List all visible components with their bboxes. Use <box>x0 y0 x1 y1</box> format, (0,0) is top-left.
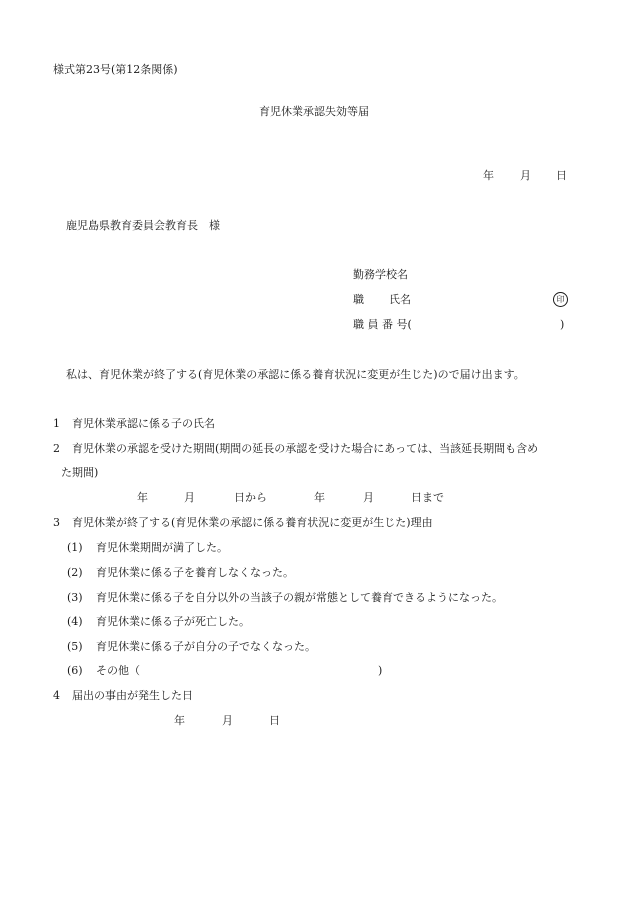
occurrence-month: 月 <box>222 714 233 727</box>
reason-number: (3) <box>67 591 83 604</box>
reason-text: 育児休業に係る子が死亡した。 <box>96 615 250 628</box>
period-from-month: 月 <box>184 491 195 504</box>
form-number: 様式第23号(第12条関係) <box>53 63 178 76</box>
intro-statement: 私は、育児休業が終了する(育児休業の承認に係る養育状況に変更が生じた)ので届け出ます。 <box>66 368 525 381</box>
item-2-text-line2: た期間) <box>61 466 99 479</box>
reason-text: 育児休業に係る子を自分以外の当該子の親が常態として養育できるようになった。 <box>96 591 503 604</box>
addressee: 鹿児島県教育委員会教育長 様 <box>66 219 220 232</box>
item-1-text: 育児休業承認に係る子の氏名 <box>72 417 215 430</box>
period-to-month: 月 <box>363 491 374 504</box>
reason-text: その他（ <box>96 664 140 677</box>
item-3-text: 育児休業が終了する(育児休業の承認に係る養育状況に変更が生じた)理由 <box>72 516 433 529</box>
reason-text: 育児休業期間が満了した。 <box>96 541 228 554</box>
staff-number-label: 職 員 番 号( <box>353 318 412 331</box>
item-4-number: 4 <box>53 689 60 702</box>
occurrence-year: 年 <box>174 714 185 727</box>
other-close-paren: ) <box>378 664 383 677</box>
form-title: 育児休業承認失効等届 <box>259 105 369 118</box>
item-1-number: 1 <box>53 417 60 430</box>
reason-number: (2) <box>67 566 83 579</box>
reason-number: (5) <box>67 640 83 653</box>
reason-number: (4) <box>67 615 83 628</box>
period-from-day: 日から <box>234 491 267 504</box>
reason-text: 育児休業に係る子が自分の子でなくなった。 <box>96 640 316 653</box>
item-3-number: 3 <box>53 516 60 529</box>
period-to-year: 年 <box>314 491 325 504</box>
reason-text: 育児休業に係る子を養育しなくなった。 <box>96 566 294 579</box>
name-label: 氏名 <box>389 293 411 306</box>
seal-mark: 印 <box>553 292 568 307</box>
date-month-label: 月 <box>520 169 531 182</box>
school-label: 勤務学校名 <box>353 268 408 281</box>
occurrence-day: 日 <box>269 714 280 727</box>
date-year-label: 年 <box>483 169 494 182</box>
reason-number: (1) <box>67 541 83 554</box>
item-4-text: 届出の事由が発生した日 <box>72 689 193 702</box>
period-to-day: 日まで <box>411 491 444 504</box>
position-label: 職 <box>353 293 364 306</box>
reason-number: (6) <box>67 664 83 677</box>
period-from-year: 年 <box>137 491 148 504</box>
item-2-number: 2 <box>53 442 60 455</box>
date-day-label: 日 <box>556 169 567 182</box>
item-2-text-line1: 育児休業の承認を受けた期間(期間の延長の承認を受けた場合にあっては、当該延長期間も含め <box>72 442 539 455</box>
staff-number-close: ) <box>560 318 565 331</box>
